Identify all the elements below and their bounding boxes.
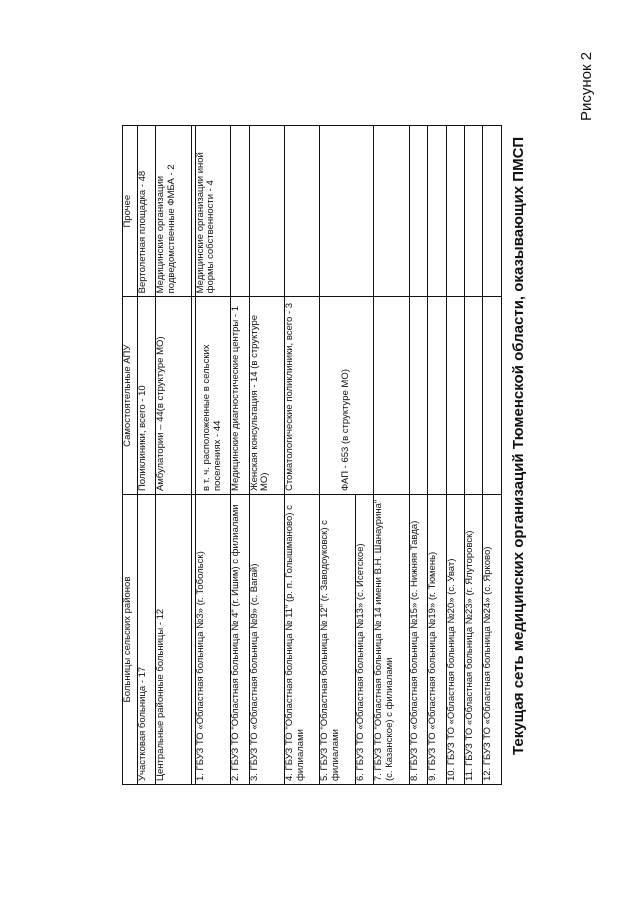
cell-c2: Медицинские диагностические центры - 1 bbox=[231, 297, 249, 495]
table-header-row bbox=[123, 126, 138, 785]
cell-c2 bbox=[446, 297, 464, 495]
cell-c2: Женская консультация - 14 (в структуре МО) bbox=[249, 297, 284, 495]
cell-c3: Медицинские организации иной формы собственности - 4 bbox=[195, 126, 230, 297]
table-row bbox=[464, 126, 482, 785]
cell-c3 bbox=[231, 126, 249, 297]
cell-c1: 1. ГБУЗ ТО «Областная больница №3» (г. Тобольск) bbox=[195, 495, 230, 785]
cell-c3 bbox=[249, 126, 284, 297]
cell-c3 bbox=[483, 126, 502, 297]
cell-c1: 11. ГБУЗ ТО «Областная больница №23» (г. Ялуторовск) bbox=[464, 495, 482, 785]
cell-c1: 3. ГБУЗ ТО «Областная больница №9» (с. Вагай) bbox=[249, 495, 284, 785]
header-other: Прочее bbox=[123, 126, 138, 297]
table-row bbox=[249, 126, 284, 785]
cell-c1: 12. ГБУЗ ТО «Областная больница №24» (с. Ярково) bbox=[483, 495, 502, 785]
cell-c1: Участковая больница - 17 bbox=[138, 495, 156, 785]
document-title: Текущая сеть медицинских организаций Тюменской области, оказывающих ПМСП bbox=[510, 136, 527, 755]
cell-c3 bbox=[409, 126, 427, 297]
cell-c2 bbox=[428, 297, 446, 495]
cell-c3 bbox=[428, 126, 446, 297]
table-row bbox=[446, 126, 464, 785]
figure-label: Рисунок 2 bbox=[578, 51, 595, 121]
cell-c2: Амбулатории – 44(в структуре МО) bbox=[156, 297, 191, 495]
header-rural-hospitals: Больницы сельских районов bbox=[123, 495, 138, 785]
cell-c2: Стоматологические поликлиники, всего - 3 bbox=[285, 297, 320, 495]
cell-c2 bbox=[464, 297, 482, 495]
medical-network-table bbox=[122, 125, 502, 785]
cell-c1: 10. ГБУЗ ТО «Областная больница №20» (с. Уват) bbox=[446, 495, 464, 785]
cell-c2: ФАП - 653 (в структуре МО) bbox=[320, 297, 374, 495]
table-row bbox=[483, 126, 502, 785]
header-independent-apu: Самостоятельные АПУ bbox=[123, 297, 138, 495]
table-row bbox=[231, 126, 249, 785]
cell-c3 bbox=[374, 126, 409, 297]
cell-c3: Вертолетная площадка - 48 bbox=[138, 126, 156, 297]
cell-c2 bbox=[483, 297, 502, 495]
table-row bbox=[428, 126, 446, 785]
cell-c1: 4. ГБУЗ ТО "Областная больница № 11" (р. п. Голышманово) с филиалами bbox=[285, 495, 320, 785]
cell-c3 bbox=[320, 126, 374, 297]
cell-c2 bbox=[409, 297, 427, 495]
table-row bbox=[374, 126, 409, 785]
cell-c1: 8. ГБУЗ ТО «Областная больница №15» (с. Нижняя Тавда) bbox=[409, 495, 427, 785]
cell-c2 bbox=[374, 297, 409, 495]
cell-c3 bbox=[446, 126, 464, 297]
cell-c3 bbox=[285, 126, 320, 297]
cell-c1: 6. ГБУЗ ТО «Областная больница №13» (с. Исетское) bbox=[355, 495, 373, 785]
cell-c1: 7. ГБУЗ ТО "Областная больница № 14 имени В.Н. Шанаурина" (с. Казанское) с филиалами bbox=[374, 495, 409, 785]
table-row bbox=[320, 126, 355, 785]
table-row bbox=[138, 126, 156, 785]
table-row bbox=[285, 126, 320, 785]
cell-c1: 2. ГБУЗ ТО "Областная больница № 4" (г. Ишим) с филиалами bbox=[231, 495, 249, 785]
cell-c2: Поликлиники, всего - 10 bbox=[138, 297, 156, 495]
cell-c3 bbox=[464, 126, 482, 297]
table-row bbox=[409, 126, 427, 785]
cell-c1: 5. ГБУЗ ТО "Областная больница № 12" (г. Заводоуковск) с филиалами bbox=[320, 495, 355, 785]
table-row bbox=[195, 126, 230, 785]
cell-c3: Медицинские организации подведомственные ФМБА - 2 bbox=[156, 126, 191, 297]
table-row bbox=[156, 126, 191, 785]
cell-c1: 9. ГБУЗ ТО «Областная больница №19» (г. Тюмень) bbox=[428, 495, 446, 785]
cell-c2: в т. ч. расположенные в сельских поселениях - 44 bbox=[195, 297, 230, 495]
cell-c1: Центральные районные больницы - 12 bbox=[156, 495, 191, 785]
